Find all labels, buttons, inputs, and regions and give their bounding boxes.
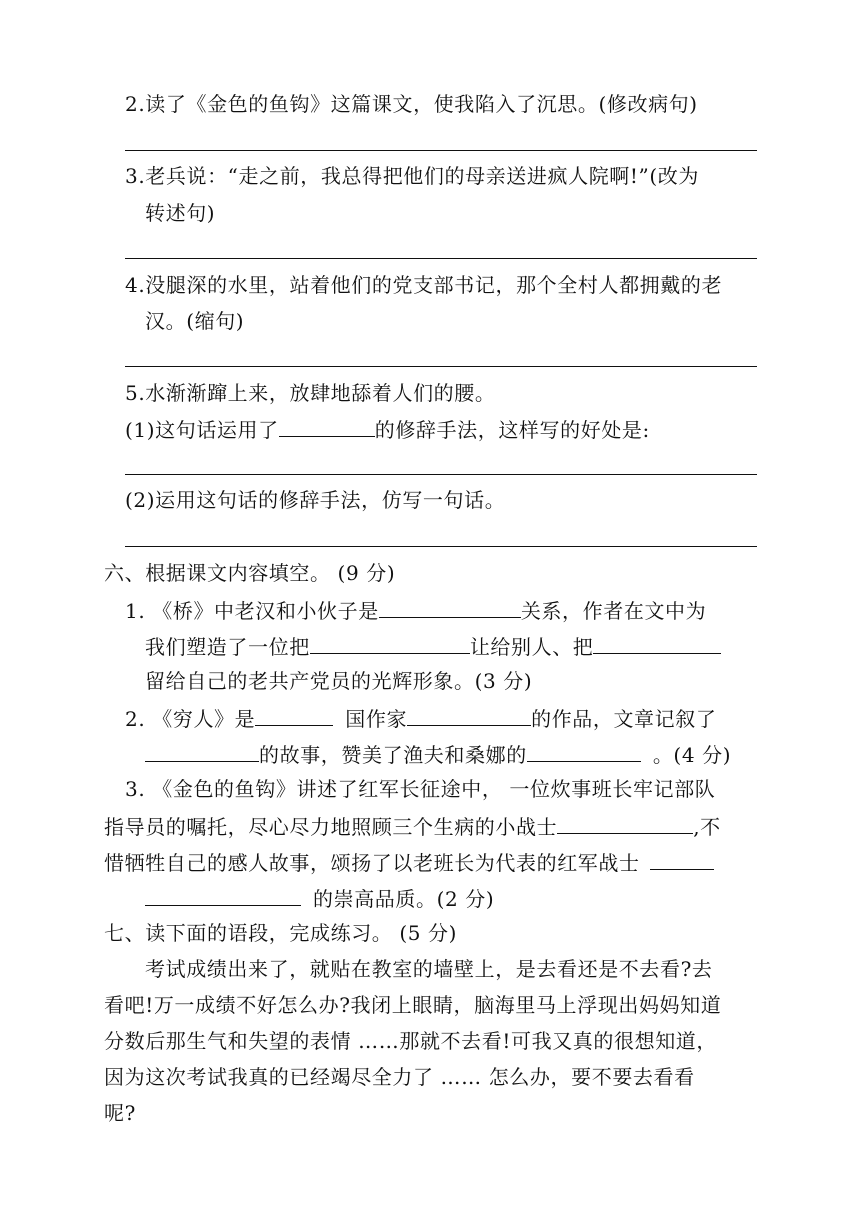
- sub1-text-a: (1)这句话运用了: [125, 418, 279, 442]
- sub1-text-b: 的修辞手法，这样写的好处是:: [374, 418, 650, 442]
- sec6-item3-line3: [104, 847, 714, 877]
- fill-blank[interactable]: [310, 631, 470, 654]
- answer-line[interactable]: [125, 366, 757, 367]
- sec6-item1-line3: 留给自己的老共产党员的光辉形象。(3 分): [145, 669, 533, 693]
- question-4-line2: 汉。(缩句): [145, 309, 245, 333]
- section-7-title: 七、读下面的语段，完成练习。 (5 分): [104, 921, 458, 945]
- question-3-line1: 3.老兵说：“走之前，我总得把他们的母亲送进疯人院啊!”(改为: [125, 164, 699, 188]
- text: 关系，作者在文中为: [520, 599, 707, 623]
- fill-blank[interactable]: [379, 595, 521, 618]
- sec6-item2-line1: [125, 703, 716, 733]
- question-5-sub1: [125, 414, 650, 444]
- fill-blank[interactable]: [527, 739, 641, 762]
- question-5-sub2: (2)运用这句话的修辞手法，仿写一句话。: [125, 488, 506, 512]
- answer-line[interactable]: [125, 546, 757, 547]
- answer-line[interactable]: [125, 258, 757, 259]
- fill-blank[interactable]: [255, 703, 333, 726]
- sec6-item2-line2: [145, 739, 731, 769]
- passage-line: 呢?: [104, 1101, 136, 1125]
- text: 国作家: [345, 707, 408, 731]
- fill-blank[interactable]: [557, 811, 693, 834]
- text: 指导员的嘱托，尽心尽力地照顾三个生病的小战士: [104, 815, 558, 839]
- sec6-item1-line2: [145, 631, 721, 661]
- text: 的故事，赞美了渔夫和桑娜的: [259, 743, 527, 767]
- answer-line[interactable]: [125, 474, 757, 475]
- text: 的作品，文章记叙了: [531, 707, 717, 731]
- passage-line: 分数后那生气和失望的表情 ……那就不去看!可我又真的很想知道，: [104, 1029, 717, 1053]
- passage-line: 看吧!万一成绩不好怎么办?我闭上眼睛，脑海里马上浮现出妈妈知道: [104, 993, 722, 1017]
- fill-blank[interactable]: [407, 703, 531, 726]
- fill-blank[interactable]: [650, 847, 714, 870]
- text: 的崇高品质。(2 分): [313, 887, 495, 911]
- passage-line: 考试成绩出来了，就贴在教室的墙壁上，是去看还是不去看?去: [145, 957, 713, 981]
- sec6-item3-line1: 3. 《金色的鱼钩》讲述了红军长征途中， 一位炊事班长牢记部队: [125, 777, 716, 801]
- passage-line: 因为这次考试我真的已经竭尽全力了 …… 怎么办，要不要去看看: [104, 1065, 695, 1089]
- text: 让给别人、把: [469, 635, 594, 659]
- text: ,不: [693, 815, 721, 839]
- text: 我们塑造了一位把: [145, 635, 310, 659]
- question-5-stem: 5.水渐渐蹿上来，放肆地舔着人们的腰。: [125, 381, 496, 405]
- text: 。(4 分): [652, 743, 732, 767]
- question-4-line1: 4.没腿深的水里，站着他们的党支部书记，那个全村人都拥戴的老: [125, 273, 723, 297]
- sec6-item3-line4: [145, 883, 494, 913]
- sec6-item3-line2: [104, 811, 721, 841]
- fill-blank[interactable]: [145, 739, 259, 762]
- text: 1. 《桥》中老汉和小伙子是: [125, 599, 379, 623]
- question-2: 2.读了《金色的鱼钩》这篇课文，使我陷入了沉思。(修改病句): [125, 92, 698, 116]
- text: 2. 《穷人》是: [125, 707, 256, 731]
- section-6-title: 六、根据课文内容填空。 (9 分): [104, 561, 396, 585]
- fill-blank[interactable]: [279, 414, 375, 437]
- text: 惜牺牲自己的感人故事，颂扬了以老班长为代表的红军战士: [104, 851, 640, 875]
- question-3-line2: 转述句): [145, 201, 216, 225]
- sec6-item1-line1: [125, 595, 706, 625]
- fill-blank[interactable]: [593, 631, 721, 654]
- answer-line[interactable]: [125, 150, 757, 151]
- fill-blank[interactable]: [145, 883, 301, 906]
